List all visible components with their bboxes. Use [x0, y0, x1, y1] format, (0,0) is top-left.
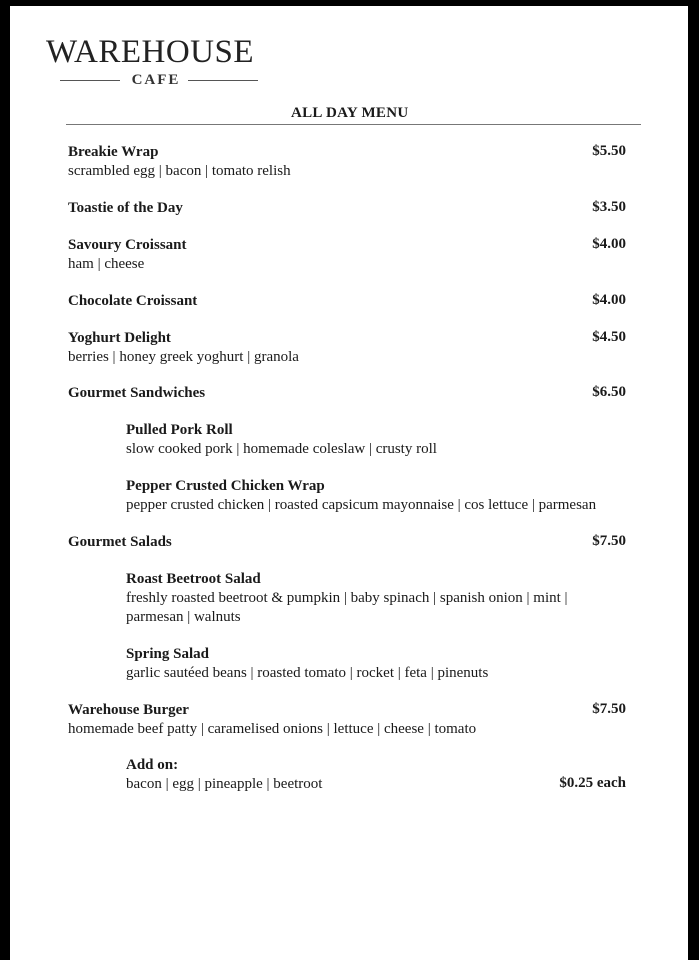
item-desc: homemade beef patty | caramelised onions | lettuce | cheese | tomato — [68, 721, 477, 737]
item-desc-cont: parmesan | walnuts — [126, 609, 241, 625]
menu-subitem — [126, 477, 596, 515]
item-price: $3.50 — [592, 199, 626, 215]
item-price: $0.25 each — [559, 775, 626, 791]
logo-sub — [46, 70, 266, 90]
logo-main-text: WAREHOUSE — [46, 34, 254, 70]
item-desc: pepper crusted chicken | roasted capsicum mayonnaise | cos lettuce | parmesan — [126, 497, 597, 513]
menu-item — [68, 329, 299, 367]
menu-addon — [126, 756, 322, 794]
item-price: $7.50 — [592, 533, 626, 549]
item-name: Chocolate Croissant — [68, 293, 198, 309]
item-price: $7.50 — [592, 701, 626, 717]
item-price: $5.50 — [592, 143, 626, 159]
cafe-logo — [46, 34, 266, 90]
item-name: Pulled Pork Roll — [126, 422, 233, 438]
item-name: Savoury Croissant — [68, 237, 187, 253]
item-price: $4.00 — [592, 292, 626, 308]
logo-sub-text: CAFE — [131, 72, 181, 88]
item-desc: freshly roasted beetroot & pumpkin | baby spinach | spanish onion | mint | — [126, 590, 568, 606]
menu-item — [68, 143, 291, 181]
logo-divider-left — [60, 80, 120, 81]
item-name: Spring Salad — [126, 646, 209, 662]
section-name: Gourmet Sandwiches — [68, 385, 206, 401]
menu-subitem — [126, 421, 437, 459]
item-price: $4.00 — [592, 236, 626, 252]
item-name: Add on: — [126, 757, 179, 773]
menu-subitem — [126, 570, 568, 627]
logo-divider-right — [188, 80, 258, 81]
menu-section — [68, 533, 172, 552]
item-name: Yoghurt Delight — [68, 330, 171, 346]
item-desc: garlic sautéed beans | roasted tomato | rocket | feta | pinenuts — [126, 665, 489, 681]
menu-subitem — [126, 645, 488, 683]
menu-item — [68, 199, 183, 218]
item-price: $6.50 — [592, 384, 626, 400]
menu-page — [10, 6, 688, 960]
section-name: Gourmet Salads — [68, 534, 172, 550]
item-desc: ham | cheese — [68, 256, 145, 272]
menu-item — [68, 236, 187, 274]
title-divider — [66, 124, 641, 125]
item-name: Breakie Wrap — [68, 144, 159, 160]
menu-title: ALL DAY MENU — [291, 105, 409, 121]
item-name: Warehouse Burger — [68, 702, 189, 718]
item-desc: berries | honey greek yoghurt | granola — [68, 349, 299, 365]
item-name: Pepper Crusted Chicken Wrap — [126, 478, 325, 494]
item-desc: slow cooked pork | homemade coleslaw | crusty roll — [126, 441, 437, 457]
menu-item — [68, 292, 197, 311]
item-name: Toastie of the Day — [68, 200, 183, 216]
menu-item — [68, 701, 476, 739]
item-name: Roast Beetroot Salad — [126, 571, 261, 587]
menu-section — [68, 384, 205, 403]
item-desc: bacon | egg | pineapple | beetroot — [126, 776, 323, 792]
item-desc: scrambled egg | bacon | tomato relish — [68, 163, 291, 179]
item-price: $4.50 — [592, 329, 626, 345]
